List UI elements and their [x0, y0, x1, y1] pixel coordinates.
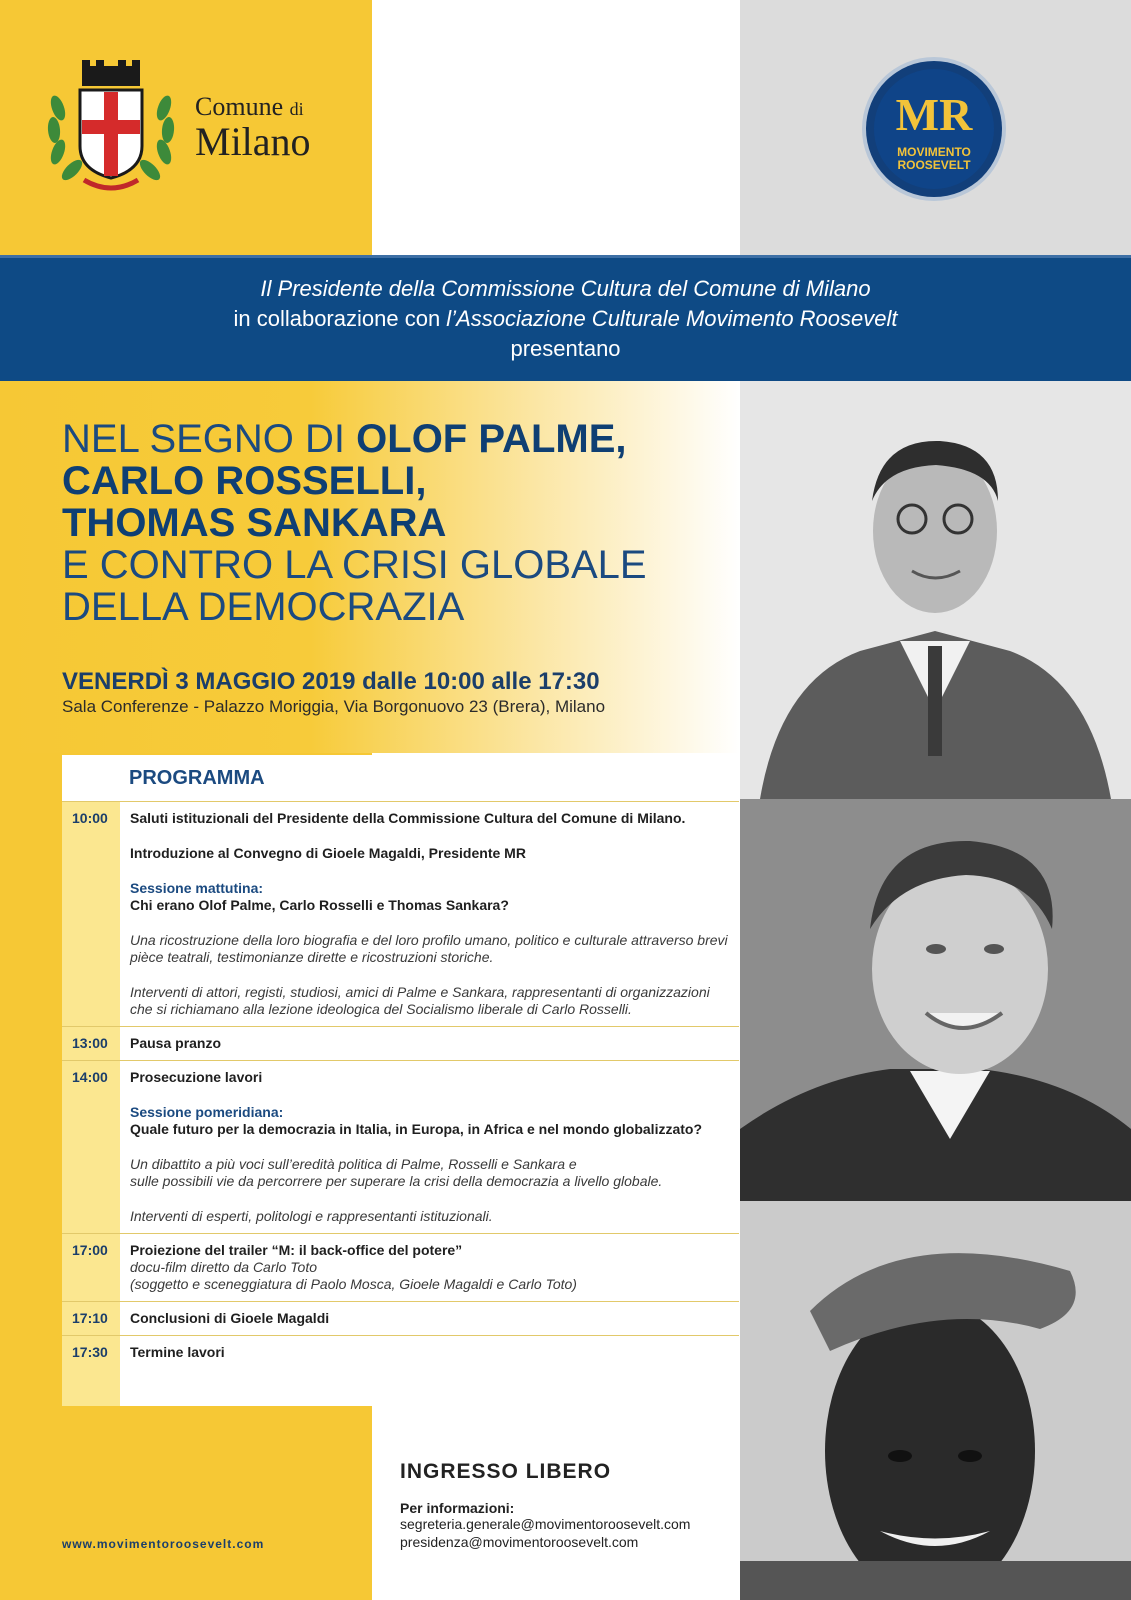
top-white-panel	[372, 0, 740, 255]
presentation-banner	[0, 255, 1131, 381]
portrait-olof-palme	[740, 799, 1131, 1201]
table-row: 17:30 Termine lavori	[62, 1336, 739, 1406]
row-time: 10:00	[62, 802, 120, 1026]
portrait-carlo-rosselli	[740, 381, 1131, 799]
row-time: 14:00	[62, 1061, 120, 1233]
comune-label: Comune di	[195, 92, 304, 121]
banner-line-1: Il Presidente della Commissione Cultura del Comune di Milano	[260, 276, 871, 301]
banner-line-3: presentano	[510, 336, 621, 361]
event-venue: Sala Conferenze - Palazzo Moriggia, Via Borgonuovo 23 (Brera), Milano	[62, 697, 606, 716]
milano-label: Milano	[195, 119, 311, 164]
table-row: 17:10 Conclusioni di Gioele Magaldi	[62, 1302, 739, 1336]
table-row: 14:00 Prosecuzione lavori Sessione pomeridiana: Quale futuro per la democrazia in Italia, in Europa, in Africa e nel mondo globalizzato? Un dibattito a più voci sull’eredità politica di Palme, Rosselli e Sankara e sulle possibili vie da percorrere per superare la crisi della democrazia a livello globale. Interventi di esperti, politologi e rappresentanti istituzionali.	[62, 1061, 739, 1234]
mr-initials: MR	[895, 89, 973, 140]
event-headline: NEL SEGNO DI OLOF PALME, CARLO ROSSELLI, THOMAS SANKARA E CONTRO LA CRISI GLOBALE DELLA DEMOCRAZIA	[62, 417, 647, 629]
event-date: VENERDÌ 3 MAGGIO 2019 dalle 10:00 alle 17:30	[62, 668, 600, 695]
table-row: 10:00 Saluti istituzionali del Presidente della Commissione Cultura del Comune di Milano. Introduzione al Convegno di Gioele Magaldi, Presidente MR Sessione mattutina: Chi erano Olof Palme, Carlo Rosselli e Thomas Sankara? Una ricostruzione della loro biografia e del loro profilo umano, politico e culturale attraverso brevi pièce teatrali, testimonianze dirette e ricostruzioni storiche. Interventi di attori, registi, studiosi, amici di Palme e Sankara, rappresentanti di organizzazioni che si richiamano alla lezione ideologica del Socialismo liberale di Carlo Rosselli.	[62, 802, 739, 1027]
row-time: 17:10	[62, 1302, 120, 1335]
table-row: 13:00 Pausa pranzo	[62, 1027, 739, 1061]
mr-text-movimento: MOVIMENTO	[897, 145, 971, 159]
email-segreteria-link[interactable]: segreteria.generale@movimentoroosevelt.com	[400, 1516, 691, 1532]
ingresso-libero: INGRESSO LIBERO	[400, 1460, 612, 1483]
email-presidenza-link[interactable]: presidenza@movimentoroosevelt.com	[400, 1534, 639, 1550]
table-row: 17:00 Proiezione del trailer “M: il back-office del potere” docu-film diretto da Carlo Toto (soggetto e sceneggiatura di Paolo Mosca, Gioele Magaldi e Carlo Toto)	[62, 1234, 739, 1302]
programma-table	[62, 755, 739, 1406]
banner-line-2: in collaborazione con l’Associazione Culturale Movimento Roosevelt	[233, 306, 898, 331]
row-time: 17:00	[62, 1234, 120, 1301]
portrait-thomas-sankara	[740, 1201, 1131, 1600]
row-time: 17:30	[62, 1336, 120, 1406]
portrait-column	[740, 381, 1131, 1600]
info-label: Per informazioni:	[400, 1500, 515, 1516]
programma-header: PROGRAMMA	[62, 755, 739, 802]
row-time: 13:00	[62, 1027, 120, 1060]
comune-di-milano-crest-icon	[44, 58, 178, 198]
website-link[interactable]: www.movimentoroosevelt.com	[62, 1537, 265, 1551]
mr-text-roosevelt: ROOSEVELT	[897, 158, 971, 172]
